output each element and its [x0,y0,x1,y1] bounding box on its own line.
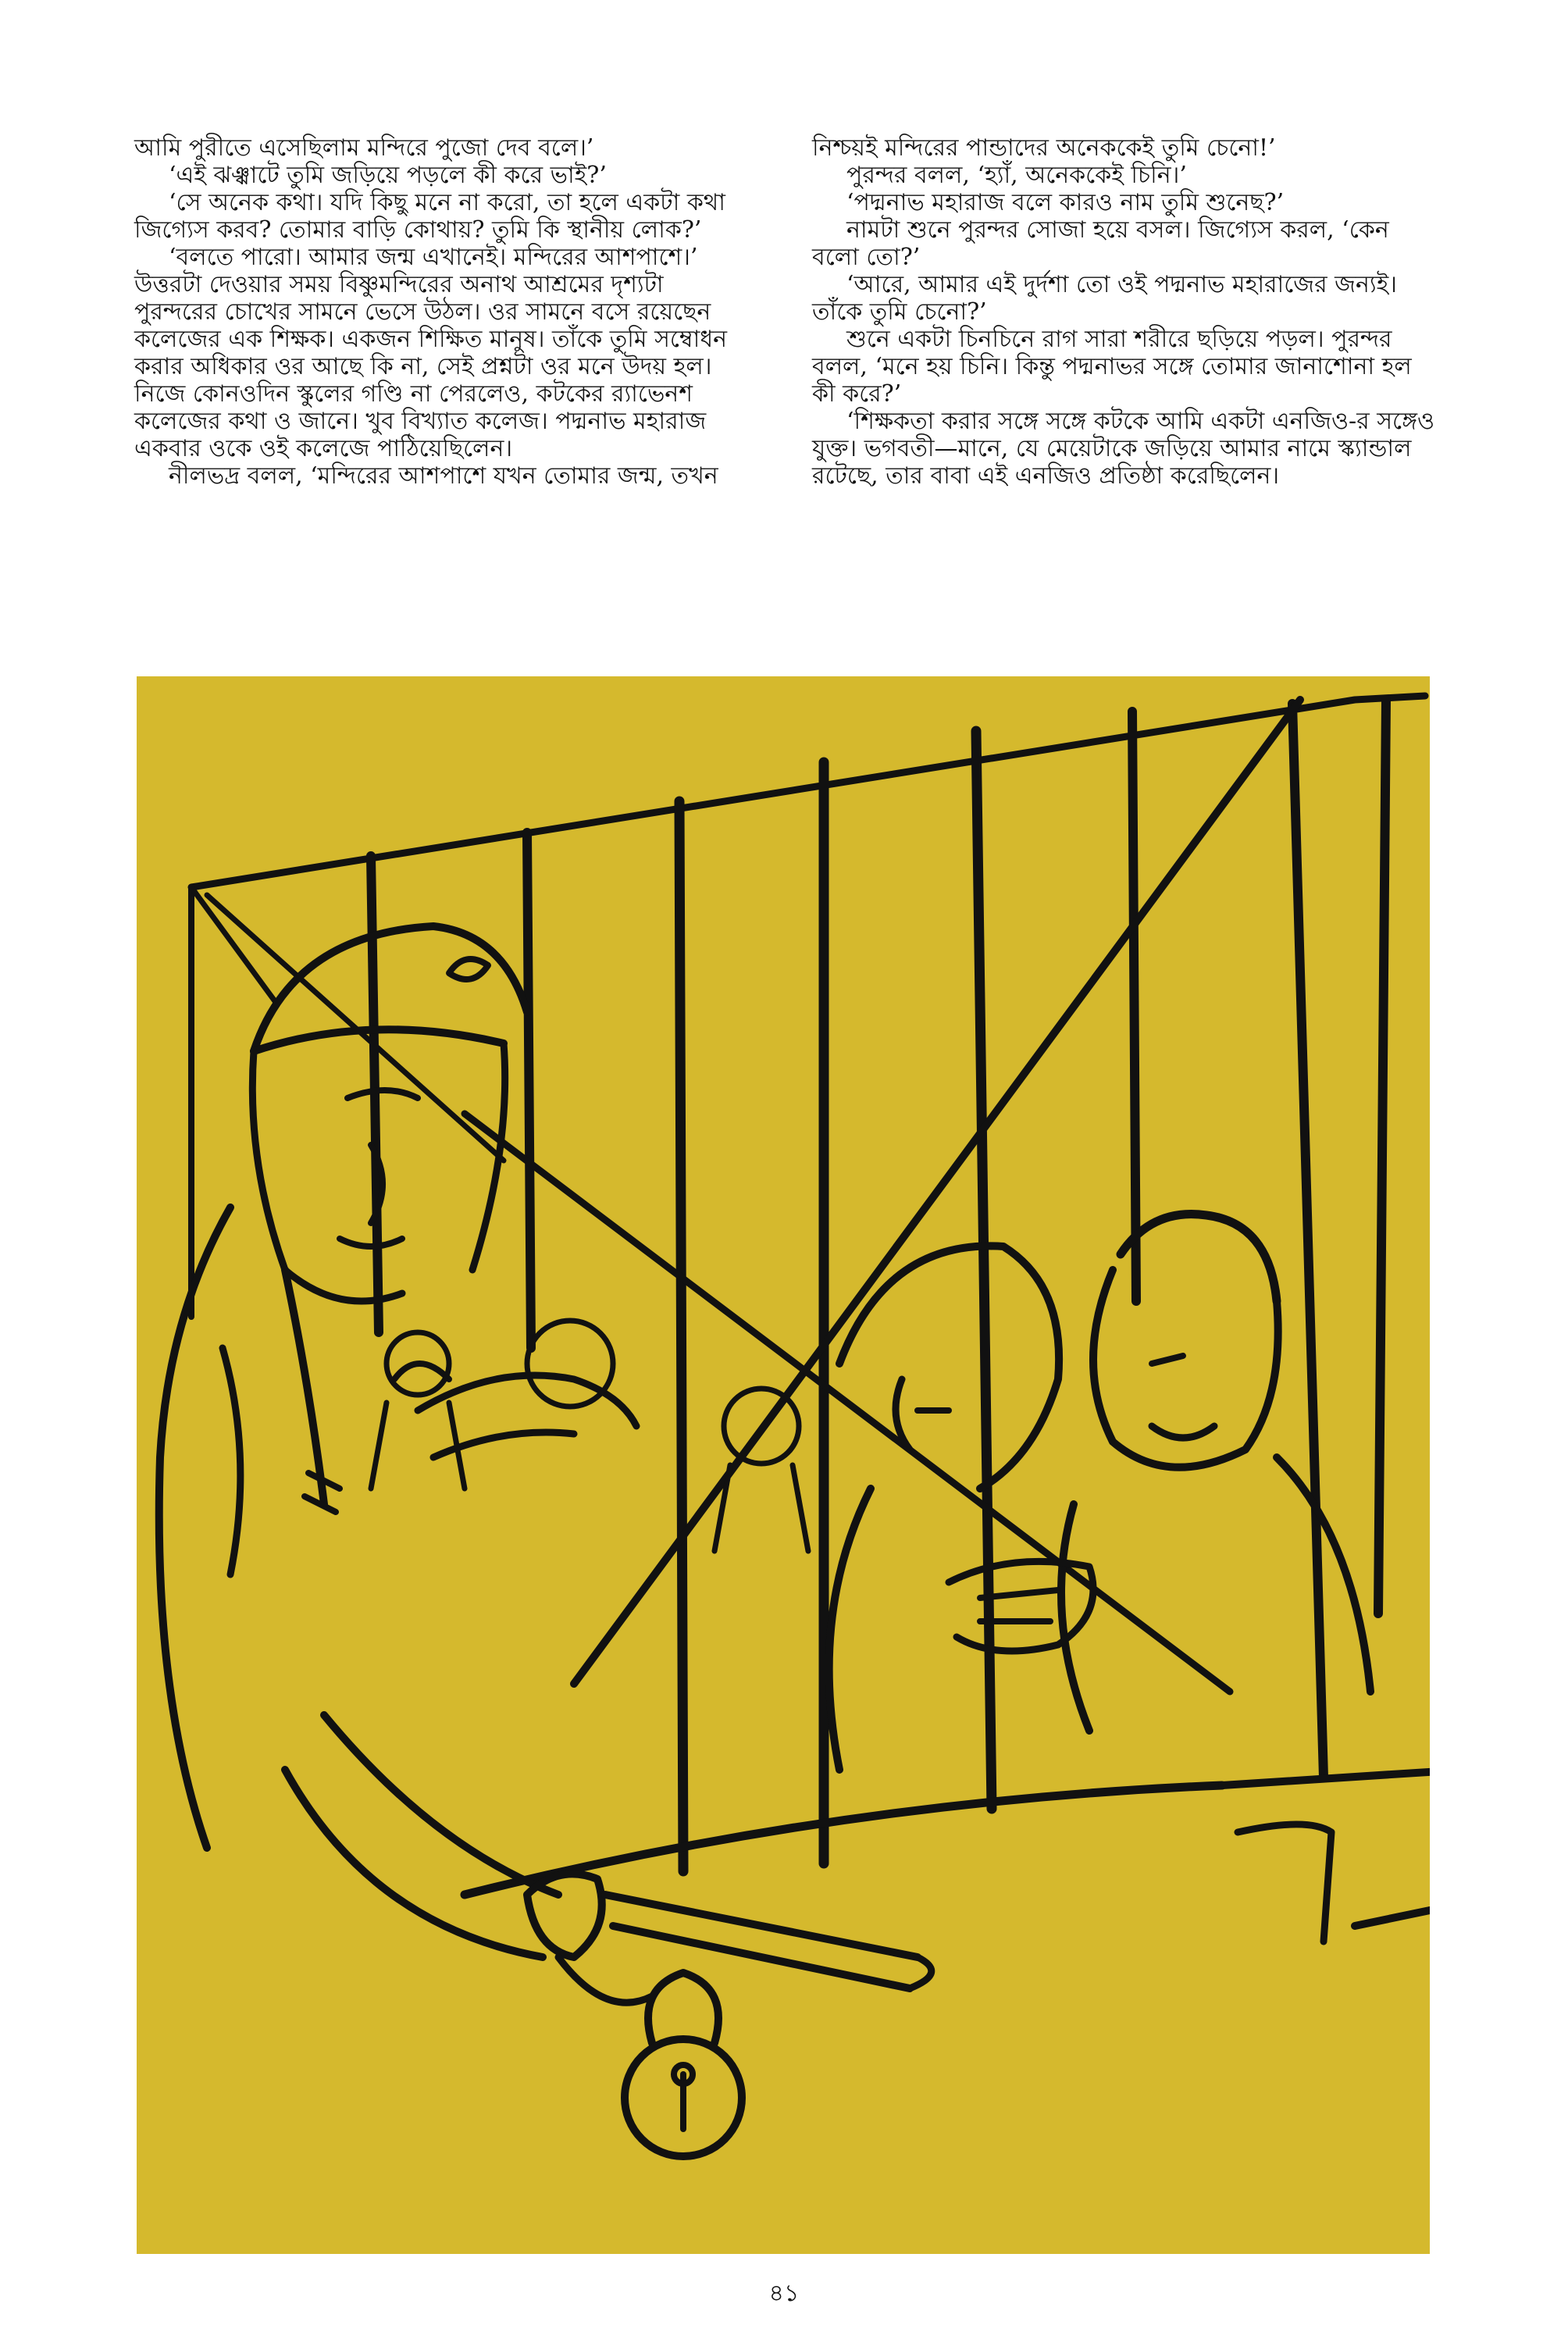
text-column-left [134,134,751,490]
paragraph: পুরন্দর বলল, ‘হ্যাঁ, অনেককেই চিনি।’ [846,162,1187,189]
paragraph: ‘সে অনেক কথা। যদি কিছু মনে না করো, তা হলে একটা কথা জিগ্যেস করব? তোমার বাড়ি কোথায়? তুমি কি স্থানীয় লোক?’ [134,189,725,244]
jail-scene-illustration [137,676,1430,2254]
paragraph: শুনে একটা চিনচিনে রাগ সারা শরীরে ছড়িয়ে পড়ল। পুরন্দর বলল, ‘মনে হয় চিনি। কিন্তু পদ্মনাভর সঙ্গে তোমার জানাশোনা হল কী করে?’ [812,326,1412,408]
text-column-right [812,134,1437,490]
paragraph: ‘বলতে পারো। আমার জন্ম এখানেই। মন্দিরের আশপাশে।’ উত্তরটা দেওয়ার সময় বিষ্ণুমন্দিরের অনাথ আশ্রমের দৃশ্যটা পুরন্দরের চোখের সামনে ভেসে উঠল। ওর সামনে বসে রয়েছেন কলেজের এক শিক্ষক। একজন শিক্ষিত মানুষ। তাঁকে তুমি সম্বোধন করার অধিকার ওর আছে কি না, সেই প্রশ্নটা ওর মনে উদয় হল। নিজে কোনওদিন স্কুলের গণ্ডি না পেরলেও, কটকের র‍্যাভেনশ কলেজের কথা ও জানে। খুব বিখ্যাত কলেজ। পদ্মনাভ মহারাজ একবার ওকে ওই কলেজে পাঠিয়েছিলেন। [134,244,728,462]
paragraph: নামটা শুনে পুরন্দর সোজা হয়ে বসল। জিগ্যেস করল, ‘কেন বলো তো?’ [812,216,1389,271]
paragraph: ‘আরে, আমার এই দুর্দশা তো ওই পদ্মনাভ মহারাজের জন্যই। তাঁকে তুমি চেনো?’ [812,271,1397,326]
illustration-drawing [137,676,1430,2254]
paragraph: আমি পুরীতে এসেছিলাম মন্দিরে পুজো দেব বলে।’ [134,134,594,162]
page-number: ৪১ [768,2280,800,2307]
paragraph: ‘এই ঝঞ্ঝাটে তুমি জড়িয়ে পড়লে কী করে ভাই?’ [169,162,607,189]
paragraph: ‘পদ্মনাভ মহারাজ বলে কারও নাম তুমি শুনেছ?’ [846,189,1285,216]
paragraph: ‘শিক্ষকতা করার সঙ্গে সঙ্গে কটকে আমি একটা এনজিও-র সঙ্গেও যুক্ত। ভগবতী—মানে, যে মেয়েটাকে জড়িয়ে আমার নামে স্ক্যান্ডাল রটেছে, তার বাবা এই এনজিও প্রতিষ্ঠা করেছিলেন। [812,408,1435,490]
paragraph: নিশ্চয়ই মন্দিরের পান্ডাদের অনেককেই তুমি চেনো!’ [812,134,1276,162]
paragraph: নীলভদ্র বলল, ‘মন্দিরের আশপাশে যখন তোমার জন্ম, তখন [169,462,718,490]
